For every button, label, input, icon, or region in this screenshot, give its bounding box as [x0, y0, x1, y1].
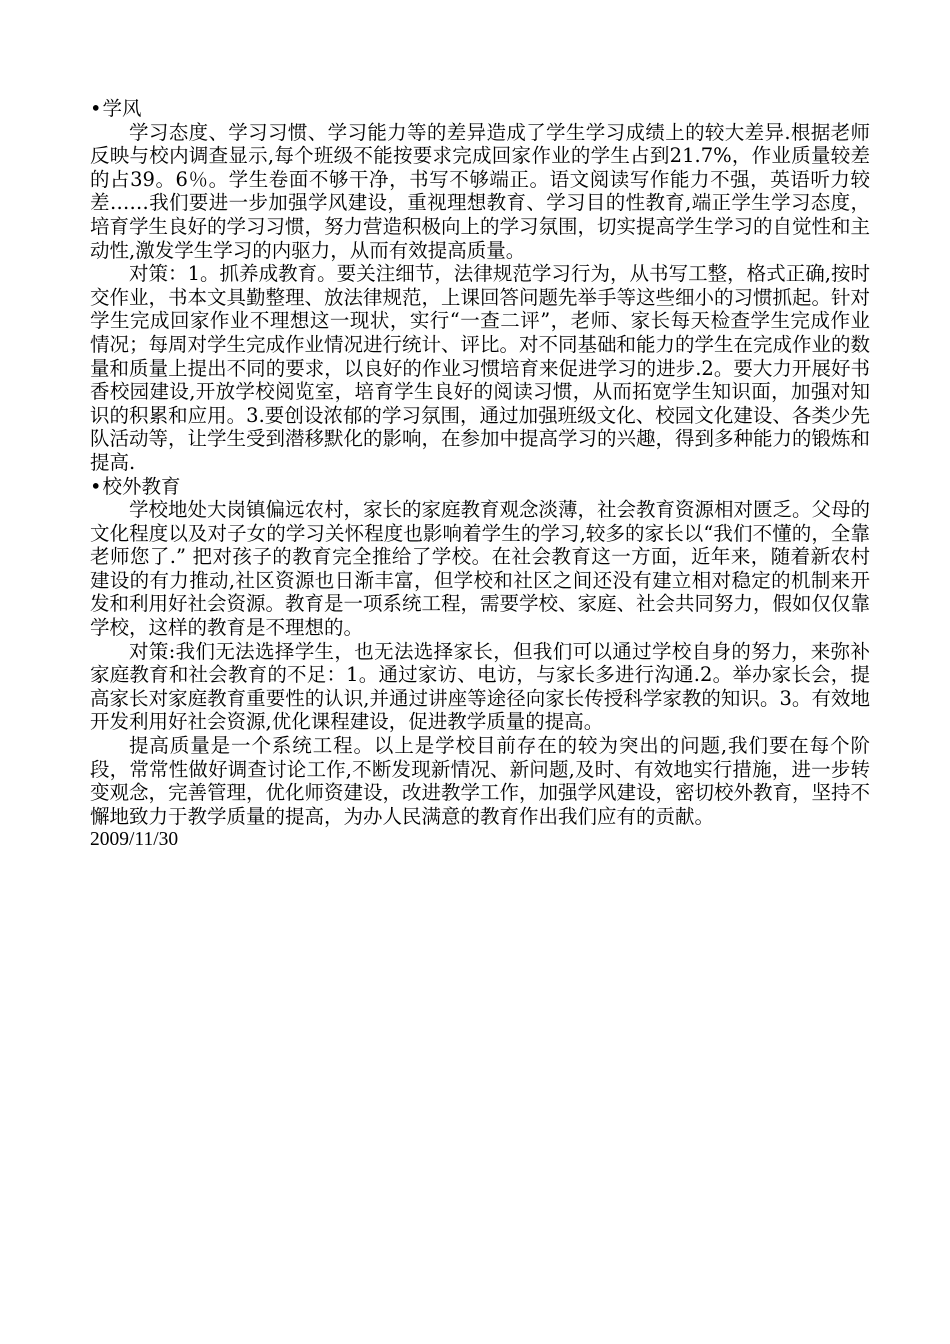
- document-body: [90, 97, 870, 852]
- paragraph: 学习态度、学习习惯、学习能力等的差异造成了学生学习成绩上的较大差异.根据老师反映与校内调查显示,每个班级不能按要求完成回家作业的学生占到21.7%，作业质量较差的占39。6％。学生卷面不够干净，书写不够端正。语文阅读写作能力不强，英语听力较差……我们要进一步加强学风建设，重视理想教育、学习目的性教育,端正学生学习态度，培育学生良好的学习习惯，努力营造积极向上的学习氛围，切实提高学生学习的自觉性和主动性,激发学生学习的内驱力，从而有效提高质量。: [90, 120, 871, 262]
- bullet-icon: •: [90, 474, 102, 498]
- paragraph: 对策：1。抓养成教育。要关注细节，法律规范学习行为，从书写工整，格式正确,按时交作业，书本文具勤整理、放法律规范，上课回答问题先举手等这些细小的习惯抓起。针对学生完成回家作业不理想这一现状，实行“一查二评”，老师、家长每天检查学生完成作业情况；每周对学生完成作业情况进行统计、评比。对不同基础和能力的学生在完成作业的数量和质量上提出不同的要求，以良好的作业习惯培育来促进学习的进步.2。要大力开展好书香校园建设,开放学校阅览室，培育学生良好的阅读习惯，从而拓宽学生知识面，加强对知识的积累和应用。3.要创设浓郁的学习氛围，通过加强班级文化、校园文化建设、各类少先队活动等，让学生受到潜移默化的影响，在参加中提高学习的兴趣，得到多种能力的锻炼和提高.: [90, 262, 871, 474]
- paragraph: 学校地处大岗镇偏远农村，家长的家庭教育观念淡薄，社会教育资源相对匮乏。父母的文化程度以及对子女的学习关怀程度也影响着学生的学习,较多的家长以“我们不懂的，全靠老师您了.” 把对孩子的教育完全推给了学校。在社会教育这一方面，近年来，随着新农村建设的有力推动,社区资源也日渐丰富，但学校和社区之间还没有建立相对稳定的机制来开发和利用好社会资源。教育是一项系统工程，需要学校、家庭、社会共同努力，假如仅仅靠学校，这样的教育是不理想的。: [90, 498, 871, 640]
- section-title: 校外教育: [102, 474, 181, 498]
- paragraph: 对策:我们无法选择学生，也无法选择家长，但我们可以通过学校自身的努力，来弥补家庭教育和社会教育的不足：1。通过家访、电访，与家长多进行沟通.2。举办家长会，提高家长对家庭教育重要性的认识,并通过讲座等途径向家长传授科学家教的知识。3。有效地开发利用好社会资源,优化课程建设，促进教学质量的提高。: [90, 639, 870, 734]
- paragraph: 提高质量是一个系统工程。以上是学校目前存在的较为突出的问题,我们要在每个阶段，常常性做好调查讨论工作,不断发现新情况、新问题,及时、有效地实行措施，进一步转变观念，完善管理，优化师资建设，改进教学工作，加强学风建设，密切校外教育，坚持不懈地致力于教学质量的提高，为办人民满意的教育作出我们应有的贡献。: [90, 734, 871, 828]
- section-heading-study-style: [90, 97, 870, 121]
- section-heading-outside-education: [90, 475, 870, 499]
- bullet-icon: •: [90, 97, 102, 120]
- section-title: 学风: [102, 97, 142, 120]
- document-date: 2009/11/30: [90, 829, 179, 851]
